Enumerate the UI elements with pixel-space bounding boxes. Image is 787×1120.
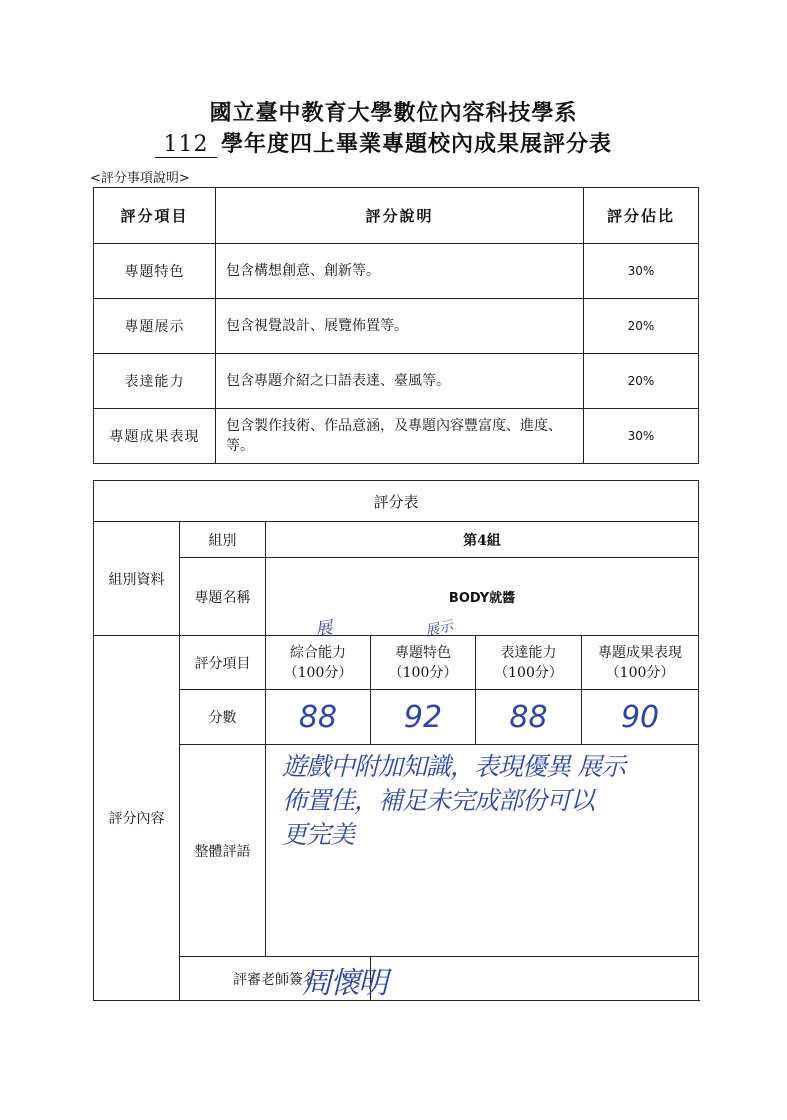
subtitle-text: 學年度四上畢業專題校內成果展評分表 xyxy=(221,131,613,157)
handwritten-annotation: 展 xyxy=(314,617,334,641)
criteria-header-pct: 評分佔比 xyxy=(584,188,699,244)
criteria-item: 專題展示 xyxy=(94,299,216,354)
score-item-header: 專題特色 （100分） xyxy=(371,636,476,690)
score-item-header: 綜合能力 （100分） xyxy=(266,636,371,690)
academic-year: 112 xyxy=(155,132,217,158)
criteria-table xyxy=(93,187,699,464)
comment-label: 整體評語 xyxy=(180,745,266,957)
score-value: 88 xyxy=(266,690,371,745)
criteria-desc: 包含構想創意、創新等。 xyxy=(216,244,584,299)
criteria-pct: 20% xyxy=(584,299,699,354)
signature-label: 評審老師簽名 xyxy=(180,957,371,1001)
criteria-pct: 30% xyxy=(584,244,699,299)
score-value: 88 xyxy=(476,690,582,745)
criteria-item: 表達能力 xyxy=(94,354,216,409)
criteria-row xyxy=(94,409,699,464)
document-subtitle xyxy=(155,127,612,158)
group-value: 第4組 xyxy=(266,522,699,558)
score-item-header: 專題成果表現 （100分） xyxy=(582,636,699,690)
score-sheet-table xyxy=(93,480,699,1001)
criteria-desc: 包含專題介紹之口語表達、臺風等。 xyxy=(216,354,584,409)
criteria-row xyxy=(94,354,699,409)
criteria-header-desc: 評分說明 xyxy=(216,188,584,244)
score-item-header: 表達能力 （100分） xyxy=(476,636,582,690)
project-name-label: 專題名稱 xyxy=(180,558,266,636)
score-value: 90 xyxy=(582,690,699,745)
score-value: 92 xyxy=(371,690,476,745)
criteria-item: 專題成果表現 xyxy=(94,409,216,464)
criteria-row xyxy=(94,244,699,299)
project-name-value: BODY就醬 xyxy=(266,558,699,636)
criteria-note: <評分事項說明> xyxy=(90,171,190,186)
criteria-item: 專題特色 xyxy=(94,244,216,299)
criteria-header-item: 評分項目 xyxy=(94,188,216,244)
group-label: 組別 xyxy=(180,522,266,558)
handwritten-annotation: 展示 xyxy=(423,618,455,640)
group-info-label: 組別資料 xyxy=(94,522,180,636)
score-items-label: 評分項目 xyxy=(180,636,266,690)
content-label: 評分內容 xyxy=(94,636,180,1001)
handwritten-comment: 遊戲中附加知識，表現優異 展示 佈置佳，補足未完成部份可以 更完美 xyxy=(282,752,625,849)
handwritten-signature: 周懷明 xyxy=(302,966,386,1001)
document-title: 國立臺中教育大學數位內容科技學系 xyxy=(209,100,578,126)
criteria-pct: 30% xyxy=(584,409,699,464)
criteria-desc: 包含視覺設計、展覽佈置等。 xyxy=(216,299,584,354)
criteria-desc: 包含製作技術、作品意涵，及專題內容豐富度、進度、等。 xyxy=(216,409,584,464)
score-sheet-title: 評分表 xyxy=(94,481,699,522)
signature-box xyxy=(371,957,699,1001)
score-label: 分數 xyxy=(180,690,266,745)
criteria-pct: 20% xyxy=(584,354,699,409)
criteria-row xyxy=(94,299,699,354)
